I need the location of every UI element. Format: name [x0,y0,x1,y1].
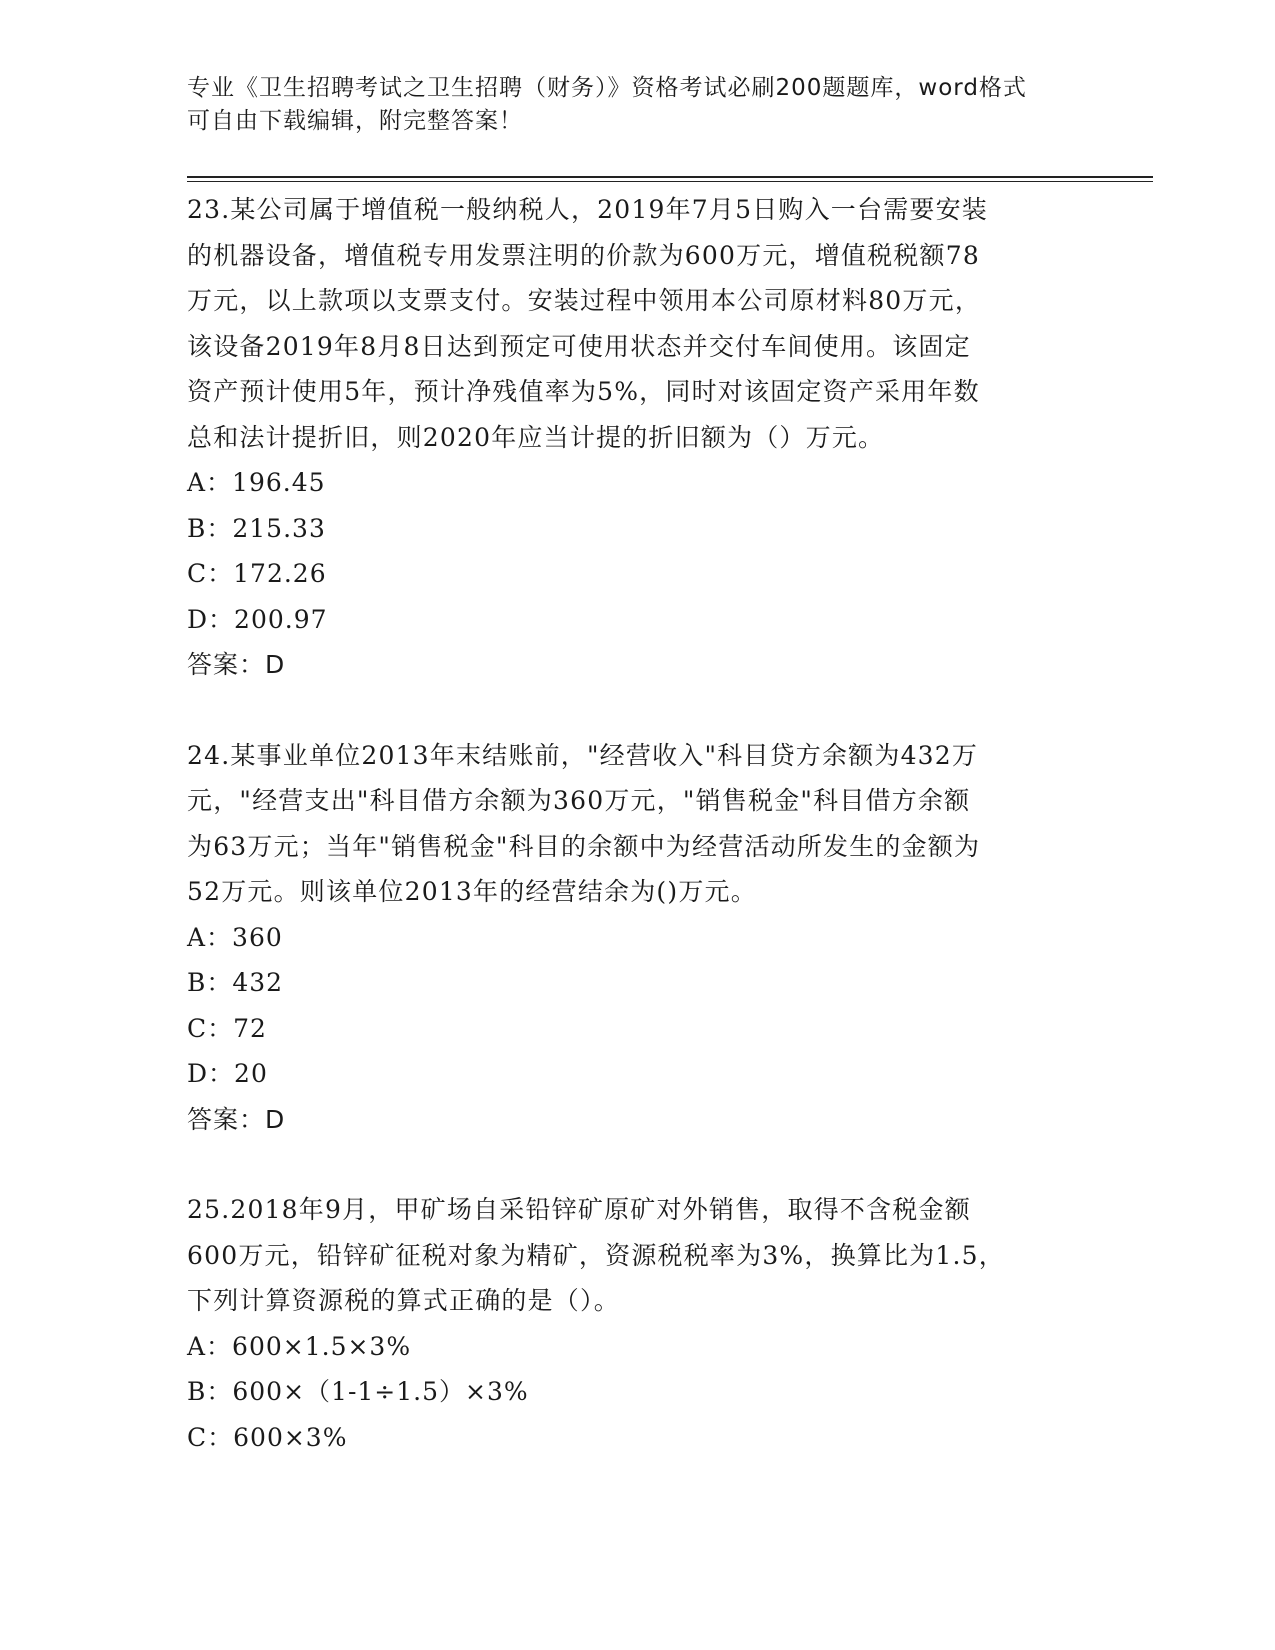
question-block-25 [187,1187,1087,1460]
option-c: C：72 [187,1013,267,1043]
document-header [187,72,1067,138]
option-b: B：600×（1-1÷1.5）×3% [187,1377,529,1406]
header-line-1: 专业《卫生招聘考试之卫生招聘（财务）》资格考试必刷200题题库，word格式 [187,75,1027,101]
question-line: 23.某公司属于增值税一般纳税人，2019年7月5日购入一台需要安装 [187,195,988,224]
option-b: B：215.33 [187,513,326,543]
question-line: 52万元。则该单位2013年的经营结余为()万元。 [187,877,757,906]
spacer [187,688,1087,733]
header-divider-thin [187,181,1153,182]
question-line: 万元，以上款项以支票支付。安装过程中领用本公司原材料80万元， [187,286,982,315]
option-a: A：360 [187,922,283,952]
question-line: 的机器设备，增值税专用发票注明的价款为600万元，增值税税额78 [187,240,980,270]
option-c: C：172.26 [187,559,327,588]
answer-line: 答案：D [187,650,286,679]
option-c: C：600×3% [187,1422,348,1452]
header-line-2: 可自由下载编辑，附完整答案！ [187,108,523,134]
question-line: 为63万元；当年"销售税金"科目的余额中为经营活动所发生的金额为 [187,831,981,861]
question-line: 24.某事业单位2013年末结账前，"经营收入"科目贷方余额为432万 [187,740,979,770]
option-d: D：20 [187,1059,268,1088]
question-line: 25.2018年9月，甲矿场自采铅锌矿原矿对外销售，取得不含税金额 [187,1195,971,1224]
option-a: A：196.45 [187,468,326,497]
question-list [187,187,1087,1460]
spacer [187,1142,1087,1187]
question-line: 元，"经营支出"科目借方余额为360万元，"销售税金"科目借方余额 [187,786,971,815]
question-block-23 [187,187,1087,688]
option-b: B：432 [187,968,284,997]
option-d: D：200.97 [187,604,328,634]
option-a: A：600×1.5×3% [187,1331,412,1361]
question-line: 600万元，铅锌矿征税对象为精矿，资源税税率为3%，换算比为1.5， [187,1240,1005,1270]
question-line: 总和法计提折旧，则2020年应当计提的折旧额为（）万元。 [187,422,885,452]
question-line: 资产预计使用5年，预计净残值率为5%，同时对该固定资产采用年数 [187,377,980,406]
answer-line: 答案：D [187,1104,286,1134]
question-block-24 [187,733,1087,1143]
question-line: 下列计算资源税的算式正确的是（）。 [187,1286,620,1315]
header-divider-thick [187,176,1153,178]
question-line: 该设备2019年8月8日达到预定可使用状态并交付车间使用。该固定 [187,331,971,361]
